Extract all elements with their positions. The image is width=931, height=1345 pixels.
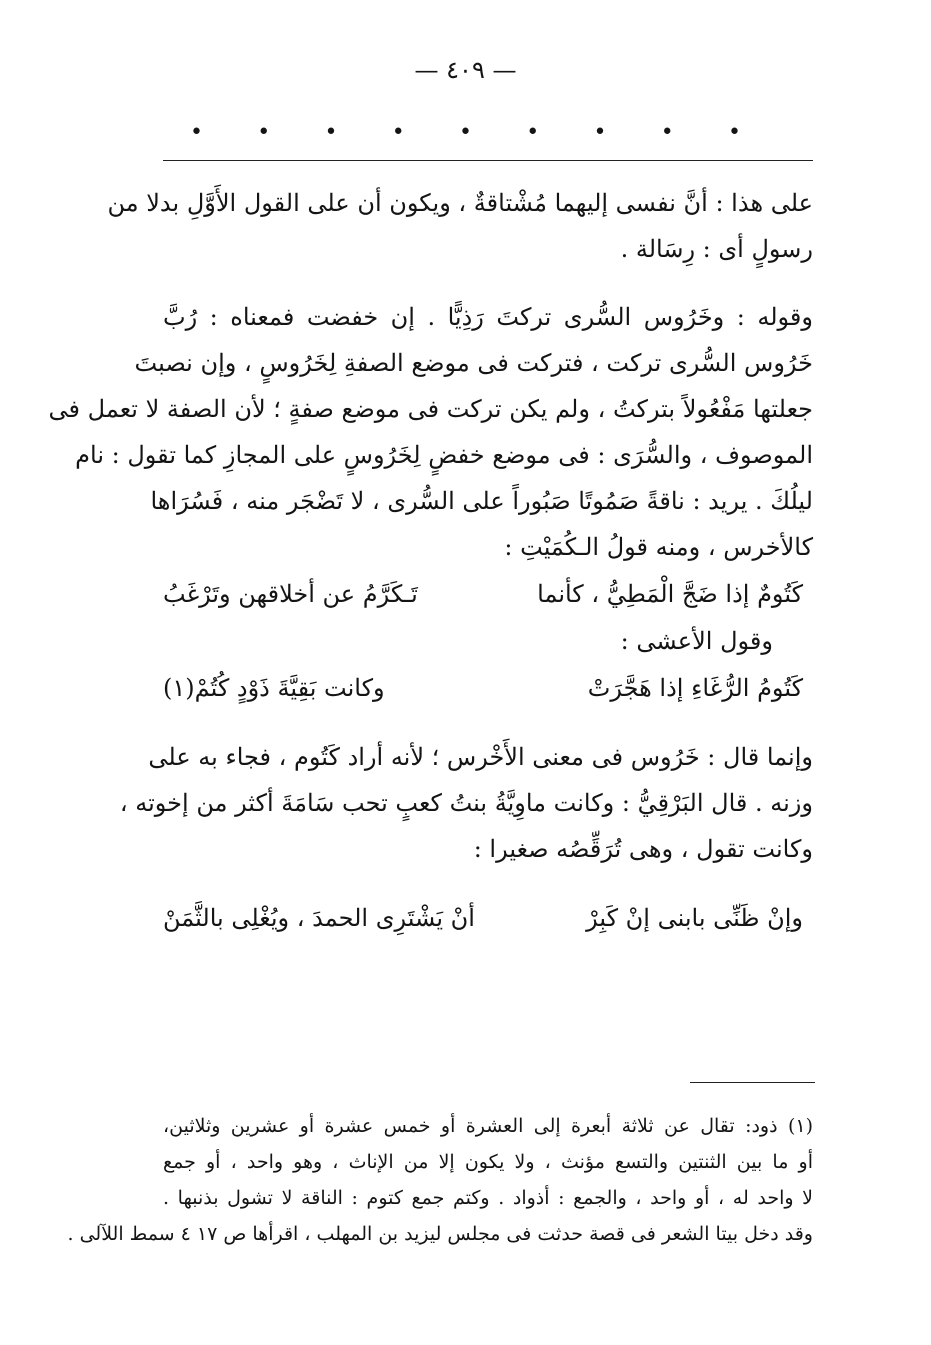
footnotes xyxy=(67,1108,813,1252)
text-line: رسولٍ أى : رِسَالة . xyxy=(620,235,813,263)
paragraph-3 xyxy=(119,734,813,872)
text-line: ليلُكَ . يريد : ناقةً صَمُوتًا صَبُوراً على السُّرى ، لا تَضْجَر منه ، فَسُرَاها xyxy=(150,487,813,515)
verse-mawiyya xyxy=(163,894,813,942)
footnote-rule xyxy=(690,1082,815,1083)
paragraph-2 xyxy=(48,294,813,570)
verse-first-hemistich: كَتُومٌ إذا ضَجَّ الْمَطِيُّ ، كأنما xyxy=(537,580,803,608)
verse-second-hemistich: تَـكَرَّمُ عن أخلاقهن وتَرْغَبُ xyxy=(163,580,418,608)
verse-second-hemistich: وكانت بَقِيَّةَ ذَوْدٍ كُتُمْ(١) xyxy=(163,674,385,702)
separator-dot: • xyxy=(324,120,338,145)
verse-kumayt xyxy=(163,570,813,618)
text-line: وإنما قال : خَرُوس فى معنى الأَخْرس ؛ لأنه أراد كَتُوم ، فجاء به على xyxy=(148,743,813,771)
text-line: على هذا : أنَّ نفسى إليهما مُشْتاقةٌ ، ويكون أن على القول الأَوَّلِ بدلا من xyxy=(107,189,813,217)
separator-dot: • xyxy=(728,120,741,145)
separator-dot: • xyxy=(660,120,674,145)
verse-first-hemistich: كَتُومُ الرُّغَاءِ إذا هَجَّرَتْ xyxy=(587,674,803,702)
separator-dot: • xyxy=(391,120,405,145)
verse-second-hemistich: أنْ يَشْتَرِى الحمدَ ، ويُغْلِى بالثَّمَنْ xyxy=(163,904,475,932)
verse-intro: وقول الأعشى : xyxy=(620,627,773,655)
text-line: جعلتها مَفْعُولاً بتركتُ ، ولم يكن تركت فى موضع صفةٍ ؛ لأن الصفة لا تعمل فى xyxy=(48,395,813,423)
verse-asha xyxy=(163,664,813,712)
separator-dot: • xyxy=(459,120,472,145)
footnote-line: وقد دخل بيتا الشعر فى قصة حدثت فى مجلس ليزيد بن المهلب ، اقرأها ص ١٧ ٤ سمط اللآلى . xyxy=(67,1223,813,1245)
page-number: — ٤٠٩ — xyxy=(414,56,517,84)
separator-dot: • xyxy=(190,120,203,145)
text-line: خَرُوس السُّرى تركت ، فتركت فى موضع الصفةِ لِخَرُوسٍ ، وإن نصبتَ xyxy=(134,349,813,377)
text-line: الموصوف ، والسُّرَى : فى موضع خفضٍ لِخَرُوسٍ على المجازِ كما تقول : نام xyxy=(75,441,813,469)
text-line: وقوله : وخَرُوس السُّرى تركتَ رَذِيًّا . إن خفضت فمعناه : رُبَّ xyxy=(163,303,813,331)
text-line: وكانت تقول ، وهى تُرَقِّصُه صغيرا : xyxy=(473,835,813,863)
footnote-line: أو ما بين الثنتين والتسع مؤنث ، ولا يكون إلا من الإناث ، وهو واحد ، أو جمع xyxy=(163,1151,813,1173)
separator-dots xyxy=(190,118,741,148)
separator-dot: • xyxy=(526,120,540,145)
footnote-line: (١) ذود: تقال عن ثلاثة أبعرة إلى العشرة أو خمس عشرة أو عشرين وثلاثين، xyxy=(163,1115,813,1137)
separator-dot: • xyxy=(593,120,607,145)
main-text xyxy=(48,180,813,942)
paragraph-1 xyxy=(107,180,813,272)
header-rule xyxy=(163,160,813,161)
text-line: كالأخرس ، ومنه قولُ الـكُمَيْتِ : xyxy=(504,533,813,561)
footnote-line: لا واحد له ، أو واحد ، والجمع : أذواد . وكتم جمع كتوم : الناقة لا تشول بذنبها . xyxy=(163,1187,813,1209)
separator-dot: • xyxy=(257,120,271,145)
text-line: وزنه . قال البَرْقِيُّ : وكانت ماوِيَّةُ بنتُ كعبٍ تحب سَامَةَ أكثر من إخوته ، xyxy=(119,789,813,817)
verse-first-hemistich: وإنْ ظَنِّى بابنى إنْ كَبِرْ xyxy=(586,904,803,932)
